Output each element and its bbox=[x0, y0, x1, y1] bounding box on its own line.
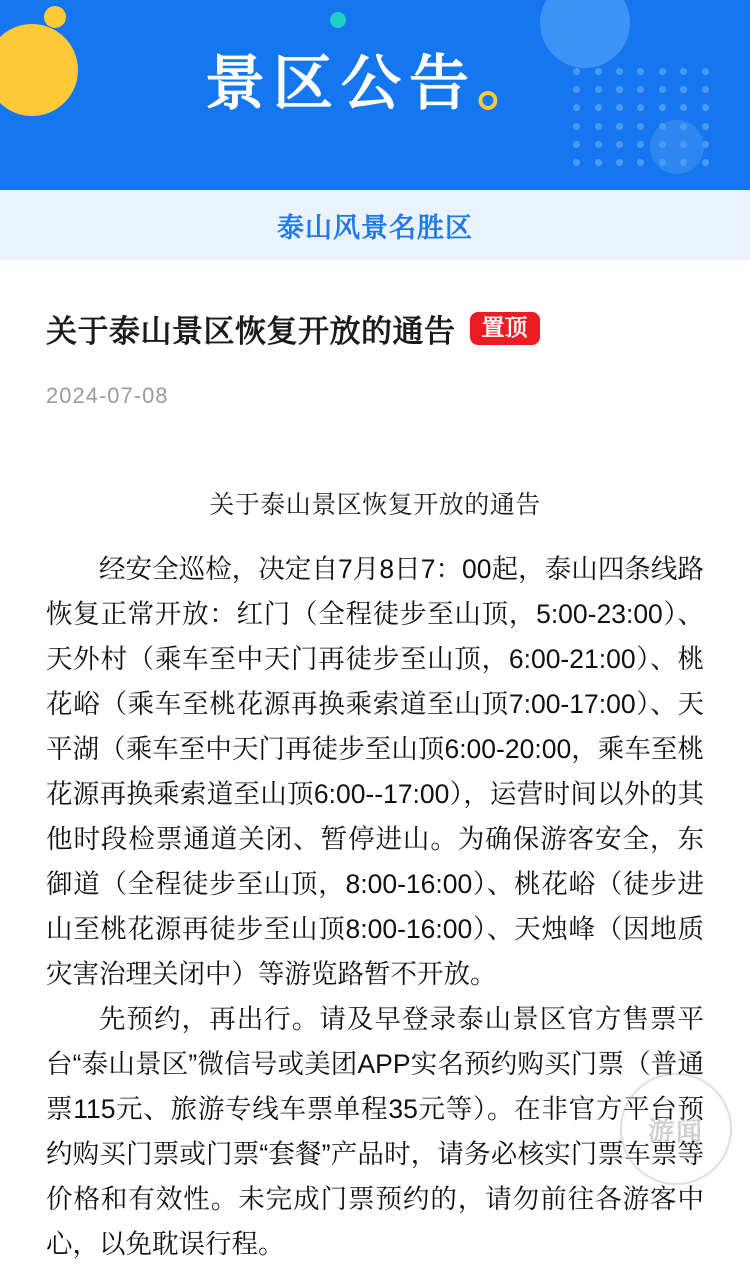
decoration-circle-yellow-small bbox=[44, 6, 66, 28]
scenic-area-header[interactable] bbox=[0, 190, 750, 260]
banner-title-dot: 。 bbox=[477, 49, 545, 119]
article-body-title: 关于泰山景区恢复开放的通告 bbox=[209, 491, 541, 519]
banner-title bbox=[0, 36, 750, 122]
article-title-row bbox=[46, 260, 704, 351]
scenic-area-name: 泰山风景名胜区 bbox=[277, 212, 473, 243]
page-banner bbox=[0, 0, 750, 190]
article-paragraph-2: 先预约，再出行。请及早登录泰山景区官方售票平台“泰山景区”微信号或美团APP实名预约购买门票（普通票115元、旅游专线车票单程35元等）。在非官方平台预约购买门票或门票“套餐”产品时，请务必核实门票车票等价格和有效性。未完成门票预约的，请勿前往各游客中心，以免耽误行程。 bbox=[46, 1004, 704, 1259]
article-paragraph-1: 经安全巡检，决定自7月8日7：00起，泰山四条线路恢复正常开放：红门（全程徒步至山顶，5:00-23:00）、天外村（乘车至中天门再徒步至山顶，6:00-21:00）、桃花峪（乘车至桃花源再换乘索道至山顶7:00-17:00）、天平湖（乘车至中天门再徒步至山顶6:00-20:00，乘车至桃花源再换乘索道至山顶6:00--17:00），运营时间以外的其他时段检票通道关闭、暂停进山。为确保游客安全，东御道（全程徒步至山顶，8:00-16:00）、桃花峪（徒步进山至桃花源再徒步至山顶8:00-16:00）、天烛峰（因地质灾害治理关闭中）等游览路暂不开放。 bbox=[46, 554, 704, 989]
announcement-article bbox=[0, 260, 750, 1267]
decoration-circle-teal bbox=[330, 12, 346, 28]
status-badge: 置顶 bbox=[470, 312, 540, 345]
article-date: 2024-07-08 bbox=[46, 383, 169, 408]
page-title: 关于泰山景区恢复开放的通告 bbox=[46, 314, 456, 349]
banner-title-text: 景区公告 bbox=[205, 49, 477, 119]
article-body bbox=[46, 547, 704, 1267]
watermark: 游闻 bbox=[620, 1073, 732, 1185]
